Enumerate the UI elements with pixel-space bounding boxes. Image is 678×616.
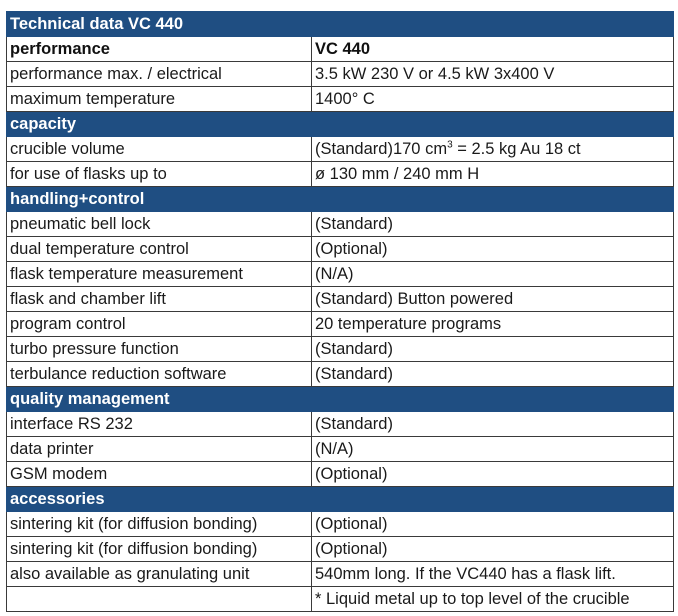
table-row: [7, 212, 674, 237]
section-title-empty: [312, 187, 674, 212]
row-label: sintering kit (for diffusion bonding): [7, 512, 312, 537]
row-value: (Optional): [312, 462, 674, 487]
row-label: flask temperature measurement: [7, 262, 312, 287]
table-title-value: [312, 12, 674, 37]
spec-sheet: [6, 11, 673, 612]
row-label: crucible volume: [7, 137, 312, 162]
row-label: also available as granulating unit: [7, 562, 312, 587]
table-row: [7, 537, 674, 562]
section-title: capacity: [7, 112, 312, 137]
table-row: [7, 237, 674, 262]
row-value: (Standard): [312, 337, 674, 362]
table-row: [7, 287, 674, 312]
row-value: 1400° C: [312, 87, 674, 112]
row-value: (Standard): [312, 362, 674, 387]
row-label: terbulance reduction software: [7, 362, 312, 387]
section-title: performance: [7, 37, 312, 62]
row-label: pneumatic bell lock: [7, 212, 312, 237]
section-title: handling+control: [7, 187, 312, 212]
row-value: (Standard) Button powered: [312, 287, 674, 312]
row-label: program control: [7, 312, 312, 337]
value-text-post: = 2.5 kg Au 18 ct: [452, 140, 581, 158]
row-label: for use of flasks up to: [7, 162, 312, 187]
row-label: sintering kit (for diffusion bonding): [7, 537, 312, 562]
row-value: (Optional): [312, 512, 674, 537]
row-value: (Optional): [312, 237, 674, 262]
row-label: flask and chamber lift: [7, 287, 312, 312]
table-row: [7, 162, 674, 187]
title-row: [7, 12, 674, 37]
row-value: 3.5 kW 230 V or 4.5 kW 3x400 V: [312, 62, 674, 87]
row-value: (Standard): [312, 412, 674, 437]
table-row: [7, 62, 674, 87]
row-value: (N/A): [312, 262, 674, 287]
table-row-footnote: [7, 587, 674, 612]
row-label: data printer: [7, 437, 312, 462]
footnote: * Liquid metal up to top level of the crucible: [312, 587, 674, 612]
technical-data-table: [6, 11, 674, 612]
row-label: turbo pressure function: [7, 337, 312, 362]
section-title: quality management: [7, 387, 312, 412]
section-header-handling-control: [7, 187, 674, 212]
section-title: accessories: [7, 487, 312, 512]
section-header-performance: [7, 37, 674, 62]
table-row: [7, 412, 674, 437]
table-row: [7, 462, 674, 487]
model-name: VC 440: [312, 37, 674, 62]
row-label: dual temperature control: [7, 237, 312, 262]
table-row: [7, 562, 674, 587]
table-row: [7, 262, 674, 287]
section-title-empty: [312, 112, 674, 137]
row-value: (Standard): [312, 212, 674, 237]
section-title-empty: [312, 487, 674, 512]
row-label: GSM modem: [7, 462, 312, 487]
section-header-quality-management: [7, 387, 674, 412]
row-value: 20 temperature programs: [312, 312, 674, 337]
section-title-empty: [312, 387, 674, 412]
row-value: (Optional): [312, 537, 674, 562]
table-row: [7, 312, 674, 337]
row-value: [312, 137, 674, 162]
row-value: 540mm long. If the VC440 has a flask lift.: [312, 562, 674, 587]
row-value: (N/A): [312, 437, 674, 462]
table-row: [7, 337, 674, 362]
table-row: [7, 87, 674, 112]
value-text: (Standard)170 cm: [315, 140, 448, 158]
row-value: ø 130 mm / 240 mm H: [312, 162, 674, 187]
table-row: [7, 437, 674, 462]
row-label: [7, 587, 312, 612]
row-label: interface RS 232: [7, 412, 312, 437]
section-header-accessories: [7, 487, 674, 512]
row-label: maximum temperature: [7, 87, 312, 112]
table-row: [7, 137, 674, 162]
table-row: [7, 512, 674, 537]
superscript-3: 3: [447, 139, 453, 151]
table-title: Technical data VC 440: [7, 12, 312, 37]
table-row: [7, 362, 674, 387]
row-label: performance max. / electrical: [7, 62, 312, 87]
section-header-capacity: [7, 112, 674, 137]
